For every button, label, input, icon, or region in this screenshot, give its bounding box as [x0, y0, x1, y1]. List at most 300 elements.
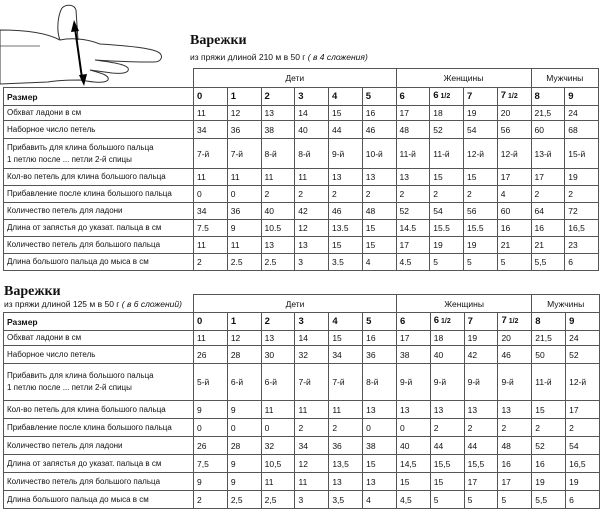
size-header-cell: 7	[464, 313, 498, 331]
table-cell: 2	[194, 254, 228, 271]
table-cell: 2	[532, 419, 566, 437]
table-cell: 2	[565, 186, 599, 203]
table-cell: 12	[295, 455, 329, 473]
size-header-cell: 7 1/2	[497, 88, 531, 106]
table-cell: 9-й	[464, 364, 498, 401]
table-cell: 24	[565, 106, 599, 121]
size-header-cell: 3	[295, 313, 329, 331]
table-cell: 2	[295, 419, 329, 437]
size-header-cell: 9	[565, 88, 599, 106]
table-cell: 36	[227, 203, 261, 220]
table-cell: 2.5	[227, 254, 261, 271]
table-cell: 6-й	[227, 364, 261, 401]
table-cell: 13	[363, 401, 397, 419]
row-label: Количество петель для ладони	[4, 437, 194, 455]
size-header-cell: 6 1/2	[430, 313, 464, 331]
table-cell: 5-й	[194, 364, 228, 401]
size-header-cell: 8	[531, 88, 565, 106]
table-cell: 2	[430, 419, 464, 437]
table-cell: 60	[531, 121, 565, 139]
table-cell: 8-й	[295, 139, 329, 169]
table-cell: 13	[430, 401, 464, 419]
table-cell: 13,5	[329, 455, 363, 473]
table-cell: 6	[565, 254, 599, 271]
table-cell: 42	[295, 203, 329, 220]
table-cell: 6	[566, 491, 600, 509]
size-header-cell: 7 1/2	[498, 313, 532, 331]
table-cell: 2,5	[261, 491, 295, 509]
table-cell: 48	[498, 437, 532, 455]
table-cell: 15	[329, 331, 363, 346]
table-cell: 50	[532, 346, 566, 364]
table-cell: 12-й	[497, 139, 531, 169]
table-cell: 11	[227, 169, 261, 186]
table-cell: 2	[498, 419, 532, 437]
table-cell: 19	[565, 169, 599, 186]
table-cell: 44	[464, 437, 498, 455]
table-cell: 15	[532, 401, 566, 419]
table-cell: 17	[464, 473, 498, 491]
table-cell: 52	[396, 203, 430, 220]
table-cell: 32	[261, 437, 295, 455]
table-cell: 15	[430, 473, 464, 491]
table-cell: 44	[329, 121, 363, 139]
table2-title: Варежки	[4, 284, 61, 299]
half-size-mark: 1/2	[439, 318, 451, 325]
table-row	[4, 419, 600, 437]
table-cell: 13	[396, 169, 430, 186]
table-cell: 9-й	[329, 139, 363, 169]
table2-group-men: Мужчины	[532, 295, 600, 313]
table-cell: 0	[194, 186, 228, 203]
size-header-label: Размер	[4, 313, 194, 331]
table-cell: 5	[498, 491, 532, 509]
table-cell: 52	[430, 121, 464, 139]
table-cell: 28	[227, 437, 261, 455]
table-cell: 52	[566, 346, 600, 364]
table-cell: 4.5	[396, 254, 430, 271]
table-cell: 13	[464, 401, 498, 419]
size-header-cell: 5	[362, 88, 396, 106]
row-label: Прибавление после клина большого пальца	[4, 419, 194, 437]
table-cell: 13	[261, 331, 295, 346]
table-cell: 20	[497, 106, 531, 121]
table-cell: 2	[531, 186, 565, 203]
table-cell: 17	[396, 237, 430, 254]
table-cell: 19	[430, 237, 464, 254]
table-row	[4, 169, 599, 186]
table-cell: 21	[531, 237, 565, 254]
table-cell: 3	[295, 491, 329, 509]
table-cell: 7-й	[227, 139, 261, 169]
row-label: Обхват ладони в см	[4, 106, 194, 121]
table-cell: 15.5	[464, 220, 498, 237]
row-label: Наборное число петель	[4, 346, 194, 364]
table-row	[4, 401, 600, 419]
table-row	[4, 455, 600, 473]
table-cell: 36	[329, 437, 363, 455]
table-cell: 18	[430, 331, 464, 346]
table-cell: 9	[227, 455, 261, 473]
table-cell: 16,5	[566, 455, 600, 473]
table-cell: 34	[194, 203, 228, 220]
table-cell: 68	[565, 121, 599, 139]
size-header-cell: 6 1/2	[430, 88, 464, 106]
table-cell: 42	[464, 346, 498, 364]
table-cell: 2.5	[261, 254, 295, 271]
table-cell: 2	[194, 491, 228, 509]
row-label: Длина большого пальца до мыса в см	[4, 254, 194, 271]
table-cell: 3	[295, 254, 329, 271]
table-cell: 12-й	[566, 364, 600, 401]
table-cell: 5	[464, 254, 498, 271]
row-label: Длина от запястья до указат. пальца в см	[4, 455, 194, 473]
table-cell: 17	[566, 401, 600, 419]
table-cell: 38	[363, 437, 397, 455]
mittens-table-210m	[3, 68, 599, 271]
table2-group-row	[4, 295, 600, 313]
table-cell: 19	[566, 473, 600, 491]
row-label: Длина от запястья до указат. пальца в см	[4, 220, 194, 237]
table-cell: 16	[363, 331, 397, 346]
table-cell: 5	[497, 254, 531, 271]
row-label: Длина большого пальца до мыса в см	[4, 491, 194, 509]
table-cell: 30	[261, 346, 295, 364]
table-cell: 0	[227, 186, 261, 203]
table-cell: 0	[363, 419, 397, 437]
table-cell: 9-й	[498, 364, 532, 401]
row-label: Кол-во петель для клина большого пальца	[4, 169, 194, 186]
row-label: Количество петель для большого пальца	[4, 237, 194, 254]
table-cell: 36	[227, 121, 261, 139]
table-cell: 11-й	[430, 139, 464, 169]
row-label: Прибавить для клина большого пальца 1 петлю после ... петли 2-й спицы	[4, 139, 194, 169]
size-header-cell: 0	[194, 313, 228, 331]
table-row	[4, 491, 600, 509]
table-cell: 48	[362, 203, 396, 220]
table-cell: 4	[362, 254, 396, 271]
half-size-mark: 1/2	[438, 93, 451, 100]
table-cell: 2	[430, 186, 464, 203]
table-cell: 7-й	[295, 364, 329, 401]
table-cell: 26	[194, 437, 228, 455]
table-cell: 17	[396, 331, 430, 346]
table-cell: 46	[329, 203, 363, 220]
table-cell: 7,5	[194, 455, 228, 473]
table-cell: 2	[329, 186, 363, 203]
table-cell: 13-й	[531, 139, 565, 169]
size-header-cell: 1	[227, 88, 261, 106]
table-cell: 64	[531, 203, 565, 220]
table-cell: 19	[464, 331, 498, 346]
table-cell: 2	[261, 186, 295, 203]
table1-size-row	[4, 88, 599, 106]
table-cell: 21,5	[532, 331, 566, 346]
table-cell: 13	[396, 401, 430, 419]
table-cell: 56	[464, 203, 498, 220]
table-cell: 15.5	[430, 220, 464, 237]
table-cell: 15	[329, 237, 363, 254]
table-cell: 5	[430, 254, 464, 271]
table1-subtitle-note: ( в 4 сложения)	[307, 52, 368, 62]
table-cell: 18	[430, 106, 464, 121]
table-cell: 40	[261, 203, 295, 220]
table-cell: 15,5	[430, 455, 464, 473]
table-cell: 56	[497, 121, 531, 139]
table-cell: 9-й	[430, 364, 464, 401]
size-header-cell: 1	[227, 313, 261, 331]
table-cell: 16	[532, 455, 566, 473]
table-cell: 11	[261, 473, 295, 491]
table-cell: 13	[329, 169, 363, 186]
table-row	[4, 237, 599, 254]
mittens-table-125m	[3, 294, 600, 509]
table-cell: 40	[430, 346, 464, 364]
table-cell: 9	[227, 401, 261, 419]
table-row	[4, 121, 599, 139]
table-cell: 5,5	[531, 254, 565, 271]
table2-subtitle-note: ( в 6 сложений)	[121, 299, 182, 309]
table-cell: 16,5	[565, 220, 599, 237]
table-cell: 15	[464, 169, 498, 186]
table-cell: 54	[430, 203, 464, 220]
table-cell: 15	[362, 220, 396, 237]
table-cell: 72	[565, 203, 599, 220]
table-cell: 46	[498, 346, 532, 364]
table-cell: 11	[329, 401, 363, 419]
table-cell: 13.5	[329, 220, 363, 237]
table-cell: 14	[295, 106, 329, 121]
table-row	[4, 364, 600, 401]
table-cell: 54	[566, 437, 600, 455]
table-cell: 11	[194, 169, 228, 186]
table-cell: 14,5	[396, 455, 430, 473]
table-cell: 13	[261, 237, 295, 254]
table-cell: 6-й	[261, 364, 295, 401]
table-cell: 28	[227, 346, 261, 364]
table-cell: 40	[295, 121, 329, 139]
table-cell: 12	[227, 106, 261, 121]
table-cell: 20	[498, 331, 532, 346]
table-cell: 5	[430, 491, 464, 509]
table-cell: 9	[194, 473, 228, 491]
table-cell: 16	[497, 220, 531, 237]
table-cell: 9	[227, 473, 261, 491]
row-label: Количество петель для ладони	[4, 203, 194, 220]
table-cell: 24	[566, 331, 600, 346]
table-row	[4, 346, 600, 364]
table-cell: 7-й	[329, 364, 363, 401]
table-cell: 44	[430, 437, 464, 455]
table-cell: 15-й	[565, 139, 599, 169]
table-cell: 15,5	[464, 455, 498, 473]
table-cell: 2	[362, 186, 396, 203]
table-cell: 8-й	[261, 139, 295, 169]
size-header-cell: 3	[295, 88, 329, 106]
table1-subtitle	[190, 52, 368, 62]
table-cell: 15	[329, 106, 363, 121]
row-label: Кол-во петель для клина большого пальца	[4, 401, 194, 419]
table-cell: 15	[363, 455, 397, 473]
table-cell: 2	[566, 419, 600, 437]
table-cell: 16	[362, 106, 396, 121]
table-cell: 34	[194, 121, 228, 139]
table-cell: 16	[531, 220, 565, 237]
table-cell: 10.5	[261, 220, 295, 237]
table-cell: 60	[497, 203, 531, 220]
table-cell: 4	[363, 491, 397, 509]
table-row	[4, 473, 600, 491]
row-label: Наборное число петель	[4, 121, 194, 139]
table1-group-kids: Дети	[194, 69, 397, 88]
table-cell: 7-й	[194, 139, 228, 169]
row-label: Прибавление после клина большого пальца	[4, 186, 194, 203]
table-row	[4, 254, 599, 271]
table-cell: 0	[261, 419, 295, 437]
size-header-cell: 6	[396, 88, 430, 106]
table-cell: 14	[295, 331, 329, 346]
table-cell: 0	[194, 419, 228, 437]
table2-size-row	[4, 313, 600, 331]
table-cell: 2	[295, 186, 329, 203]
table2-subtitle-text: из пряжи длиной 125 м в 50 г	[4, 299, 120, 309]
table-cell: 13	[362, 169, 396, 186]
table-cell: 3,5	[329, 491, 363, 509]
table-row	[4, 106, 599, 121]
table-cell: 11	[194, 331, 228, 346]
table-cell: 48	[396, 121, 430, 139]
table-cell: 13	[498, 401, 532, 419]
table-cell: 2,5	[227, 491, 261, 509]
table-cell: 8-й	[363, 364, 397, 401]
table-cell: 17	[531, 169, 565, 186]
table-cell: 12	[295, 220, 329, 237]
table-cell: 15	[430, 169, 464, 186]
table-cell: 14.5	[396, 220, 430, 237]
table-cell: 13	[329, 473, 363, 491]
table-row	[4, 437, 600, 455]
table-cell: 2	[329, 419, 363, 437]
size-header-cell: 7	[464, 88, 498, 106]
size-header-cell: 2	[261, 313, 295, 331]
table-cell: 13	[363, 473, 397, 491]
table-cell: 15	[396, 473, 430, 491]
table-row	[4, 220, 599, 237]
table-cell: 2	[396, 186, 430, 203]
table-cell: 11	[261, 401, 295, 419]
size-header-cell: 2	[261, 88, 295, 106]
table-cell: 13	[261, 106, 295, 121]
half-size-mark: 1/2	[506, 93, 518, 100]
size-header-cell: 5	[363, 313, 397, 331]
row-label: Количество петель для большого пальца	[4, 473, 194, 491]
row-label: Обхват ладони в см	[4, 331, 194, 346]
table1-group-men: Мужчины	[531, 69, 599, 88]
table-cell: 11	[295, 473, 329, 491]
table-cell: 0	[396, 419, 430, 437]
table-cell: 7.5	[194, 220, 228, 237]
table-cell: 17	[498, 473, 532, 491]
table-cell: 5,5	[532, 491, 566, 509]
table-cell: 21,5	[531, 106, 565, 121]
table2-group-women: Женщины	[396, 295, 531, 313]
table-cell: 11	[227, 237, 261, 254]
table-cell: 38	[261, 121, 295, 139]
table-cell: 36	[363, 346, 397, 364]
table2-group-kids: Дети	[194, 295, 397, 313]
table-cell: 5	[464, 491, 498, 509]
table-cell: 16	[498, 455, 532, 473]
size-header-cell: 4	[329, 313, 363, 331]
table-cell: 13	[295, 237, 329, 254]
table-cell: 12-й	[464, 139, 498, 169]
table-cell: 9-й	[396, 364, 430, 401]
table-cell: 4	[497, 186, 531, 203]
table-cell: 26	[194, 346, 228, 364]
half-size-mark: 1/2	[506, 318, 519, 325]
table-cell: 15	[362, 237, 396, 254]
size-header-cell: 0	[194, 88, 228, 106]
row-label: Прибавить для клина большого пальца 1 петлю после ... петли 2-й спицы	[4, 364, 194, 401]
size-header-cell: 8	[532, 313, 566, 331]
table-cell: 34	[295, 437, 329, 455]
table-cell: 11	[194, 106, 228, 121]
table-cell: 11	[194, 237, 228, 254]
table-cell: 0	[227, 419, 261, 437]
table-cell: 46	[362, 121, 396, 139]
table-cell: 11-й	[396, 139, 430, 169]
table-cell: 11	[295, 401, 329, 419]
table-cell: 19	[532, 473, 566, 491]
table-cell: 52	[532, 437, 566, 455]
table1-subtitle-text: из пряжи длиной 210 м в 50 г	[190, 52, 306, 62]
table-cell: 40	[396, 437, 430, 455]
table-cell: 2	[464, 186, 498, 203]
table-cell: 2	[464, 419, 498, 437]
table-cell: 54	[464, 121, 498, 139]
size-header-cell: 4	[329, 88, 363, 106]
table-cell: 9	[194, 401, 228, 419]
table-cell: 34	[329, 346, 363, 364]
table-cell: 11-й	[532, 364, 566, 401]
table-cell: 4,5	[396, 491, 430, 509]
table-cell: 38	[396, 346, 430, 364]
table-cell: 23	[565, 237, 599, 254]
table-cell: 19	[464, 106, 498, 121]
table-cell: 17	[396, 106, 430, 121]
table-cell: 10,5	[261, 455, 295, 473]
table-cell: 11	[295, 169, 329, 186]
table-cell: 11	[261, 169, 295, 186]
table-cell: 10-й	[362, 139, 396, 169]
table-cell: 32	[295, 346, 329, 364]
table-cell: 21	[497, 237, 531, 254]
table-cell: 17	[497, 169, 531, 186]
table-cell: 9	[227, 220, 261, 237]
table-cell: 3.5	[329, 254, 363, 271]
table-row	[4, 139, 599, 169]
size-header-cell: 6	[396, 313, 430, 331]
size-header-cell: 9	[566, 313, 600, 331]
table-cell: 12	[227, 331, 261, 346]
table-row	[4, 331, 600, 346]
table1-group-women: Женщины	[396, 69, 531, 88]
table1-group-row	[4, 69, 599, 88]
table-cell: 19	[464, 237, 498, 254]
table1-title: Варежки	[190, 33, 247, 48]
size-header-label: Размер	[4, 88, 194, 106]
table-row	[4, 186, 599, 203]
